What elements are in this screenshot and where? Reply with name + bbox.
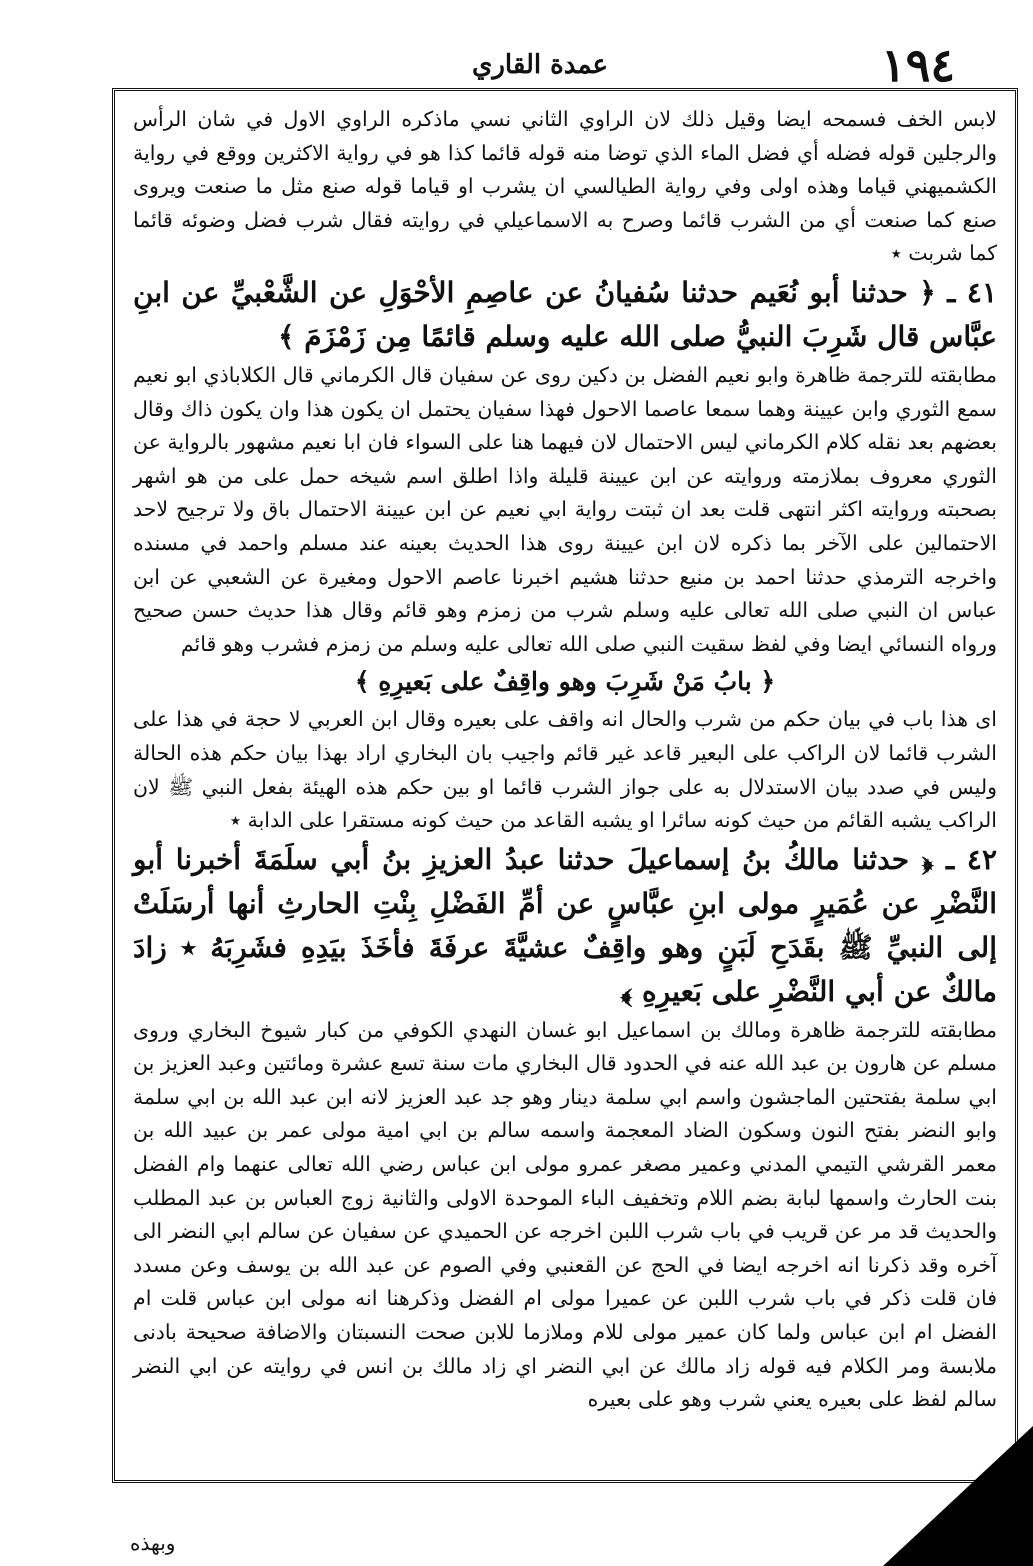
commentary-paragraph: مطابقته للترجمة ظاهرة وابو نعيم الفضل بن دكين روى عن سفيان قال الكرماني قال الكلاباذي ابو نعيم سمع الثوري وابن عيينة وهما سمعا عاصما الاحول فهذا سفيان يحتمل ان يكون هذا وان يكون ذاك وقال بعضهم بعد نقله كلام الكرماني ليس الاحتمال لان فيهما هنا على السواء فان ابا نعيم مشهور بالرواية عن الثوري معروف بملازمته وروايته عن ابن عيينة قليلة واذا اطلق اسم شيخه حمل على من هو اشهر بصحبته وروايته اكثر انتهى قلت بعد ان ثبتت رواية ابي نعيم عن ابن عيينة الاحتمال باق ولا ترجيح لاحد الاحتمالين على الآخر بما ذكره لان ابن عيينة روى هذا الحديث بعينه عند مسلم واحمد في مسنده واخرجه الترمذي حدثنا احمد بن منيع حدثنا هشيم اخبرنا عاصم الاحول ومغيرة عن الشعبي عن ابن عباس ان النبي صلى الله تعالى عليه وسلم شرب من زمزم وهو قائم وقال هذا حديث حسن صحيح ورواه النسائي ايضا وفي لفظ سقيت النبي صلى الله تعالى عليه وسلم من زمزم فشرب وهو قائم — [133, 362, 997, 656]
commentary-paragraph: اى هذا باب في بيان حكم من شرب والحال انه واقف على بعيره وقال ابن العربي لا حجة في هذا على الشرب قائما لان الراكب على البعير قاعد غير قائم واجيب بان البخاري اراد بهذا بيان حكم هذه الحالة وليس في صدد بيان الاستدلال به على جواز الشرب قائما او بين حكم هذه الهيئة بفعل النبي ﷺ لان الراكب يشبه القائم من حيث كونه سائرا او يشبه القاعد من حيث كونه مستقرا على الدابة ٭ — [133, 707, 997, 833]
bab-heading: ﴿ بابُ مَنْ شَرِبَ وهو واقِفٌ على بَعيرِهِ ﴾ — [354, 667, 776, 697]
commentary-paragraph: مطابقته للترجمة ظاهرة ومالك بن اسماعيل ابو غسان النهدي الكوفي من كبار شيوخ البخاري وروى مسلم عن هارون بن عبد الله عنه في الحدود قال البخاري مات سنة تسع عشرة ومائتين وعبد العزيز بن ابي سلمة بفتحتين الماجشون واسم ابي سلمة دينار وهو جد عبد العزيز لانه ابن عبد الله بن ابي سلمة وابو النضر بفتح النون وسكون الضاد المعجمة واسمه سالم بن ابي امية مولى عمر بن عبيد الله بن معمر القرشي التيمي المدني وعمير مصغر عمرو مولى ابن عباس رضي الله تعالى عنهما وام الفضل بنت الحارث واسمها لبابة بضم اللام وتخفيف الباء الموحدة الاولى والثانية زوج العباس بن عبد المطلب والحديث قد مر عن قريب في باب شرب اللبن اخرجه عن الحميدي عن سفيان عن سالم ابي النضر الى آخره وقد ذكرنا انه اخرجه ايضا في الحج عن القعنبي وفي الصوم عن عبد الله بن يوسف وعن مسدد فان قلت ذكر في باب شرب اللبن عن عميرا مولى ام الفضل وذكرهنا انه مولى ابن عباس قلت ام الفضل ام ابن عباس ولما كان عمير مولى للام وملازما للابن صحت النسبتان والاضافة صحيحة بادنى ملابسة ومر الكلام فيه قوله زاد مالك عن ابي النضر اي زاد مالك بن انس في روايته عن ابي النضر سالم لفظ على بعيره يعني شرب وهو على بعيره — [133, 1017, 997, 1412]
hadith-42: ٤٢ ـ ﴿ حدثنا مالكُ بنُ إسماعيلَ حدثنا عبدُ العزيزِ بنُ أبي سلَمَةَ أخبرنا أبو النَّضْرِ عن عُمَيرٍ مولى ابنِ عبَّاسٍ عن أمِّ الفَضْلِ بِنْتِ الحارثِ أنها أرسَلَتْ إلى النبيِّ ﷺ بقَدَحِ لَبَنٍ وهو واقِفٌ عشيَّةَ عرفَةَ فأخَذَ بيَدِهِ فشَرِبَهُ ٭ زادَ مالكٌ عن أبي النَّضْرِ على بَعيرِهِ ﴾ — [133, 842, 997, 1008]
catchword: وبهذه — [130, 1531, 176, 1555]
text-frame — [112, 88, 1018, 1483]
scan-corner-shadow — [883, 1426, 1033, 1566]
page-number: ١٩٤ — [880, 38, 956, 92]
running-title: عمدة القاري — [472, 50, 608, 80]
hadith-41: ٤١ ـ ﴿ حدثنا أبو نُعَيم حدثنا سُفيانُ عن عاصِمِ الأحْوَلِ عن الشَّعْبيِّ عن ابنِ عبَّاس قال شَرِبَ النبيُّ صلى الله عليه وسلم قائمًا مِن زَمْزَمَ ﴾ — [133, 275, 997, 353]
commentary-paragraph: لابس الخف فسمحه ايضا وقيل ذلك لان الراوي الثاني نسي ماذكره الراوي الاول في شان الرأس والرجلين قوله فضله أي فضل الماء الذي توضا منه قوله قائما كذا هو في رواية الاكثرين ووقع في رواية الكشميهني قياما وهذه اولى وفي رواية الطيالسي ان يشرب او قياما قوله صنع مثل ما صنعت ويروى صنع كما صنعت أي من الشرب قائما وصرح به الاسماعيلي في روايته فقال شرب فضل وضوئه قائما كما شربت ٭ — [133, 107, 997, 266]
